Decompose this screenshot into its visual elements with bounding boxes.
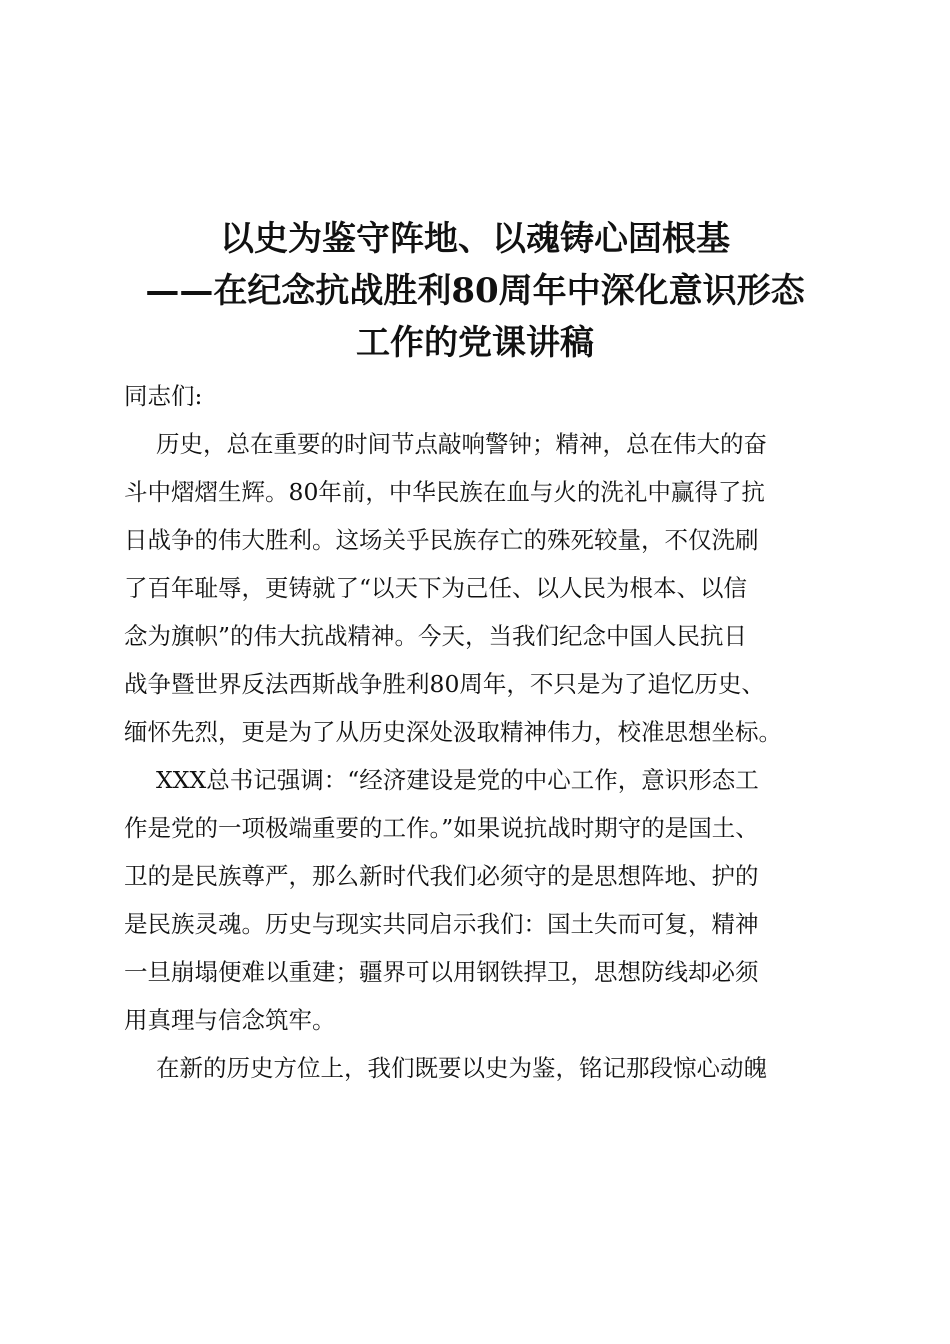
title-line-subtitle: ——在纪念抗战胜利80周年中深化意识形态 bbox=[145, 271, 805, 311]
paragraph-line: XXX总书记强调：“经济建设是党的中心工作，意识形态工 bbox=[156, 766, 759, 794]
paragraph-line: 在新的历史方位上，我们既要以史为鉴，铭记那段惊心动魄 bbox=[156, 1054, 767, 1082]
paragraph-line: 了百年耻辱，更铸就了“以天下为己任、以人民为根本、以信 bbox=[124, 574, 748, 602]
title-line-subtitle-cont: 工作的党课讲稿 bbox=[356, 323, 594, 363]
salutation: 同志们: bbox=[124, 382, 203, 410]
paragraph-line: 念为旗帜”的伟大抗战精神。今天，当我们纪念中国人民抗日 bbox=[124, 622, 748, 650]
paragraph-line: 是民族灵魂。历史与现实共同启示我们：国土失而可复，精神 bbox=[124, 910, 759, 938]
document-body bbox=[124, 372, 830, 1092]
paragraph-line: 作是党的一项极端重要的工作。”如果说抗战时期守的是国土、 bbox=[124, 814, 759, 842]
paragraph-2 bbox=[124, 756, 830, 1044]
paragraph-line: 斗中熠熠生辉。80年前，中华民族在血与火的洗礼中赢得了抗 bbox=[124, 478, 765, 506]
paragraph-line: 卫的是民族尊严，那么新时代我们必须守的是思想阵地、护的 bbox=[124, 862, 759, 890]
paragraph-line: 战争暨世界反法西斯战争胜利80周年，不只是为了追忆历史、 bbox=[124, 670, 765, 698]
paragraph-line: 缅怀先烈，更是为了从历史深处汲取精神伟力，校准思想坐标。 bbox=[124, 718, 782, 746]
paragraph-line: 日战争的伟大胜利。这场关乎民族存亡的殊死较量，不仅洗刷 bbox=[124, 526, 759, 554]
paragraph-3 bbox=[124, 1044, 830, 1092]
paragraph-1 bbox=[124, 420, 830, 756]
paragraph-line: 用真理与信念筑牢。 bbox=[124, 1006, 336, 1034]
paragraph-line: 一旦崩塌便难以重建；疆界可以用钢铁捍卫，思想防线却必须 bbox=[124, 958, 759, 986]
title-line-main: 以史为鉴守阵地、以魂铸心固根基 bbox=[220, 219, 730, 259]
paragraph-line: 历史，总在重要的时间节点敲响警钟；精神，总在伟大的奋 bbox=[156, 430, 767, 458]
document-title bbox=[110, 213, 840, 369]
